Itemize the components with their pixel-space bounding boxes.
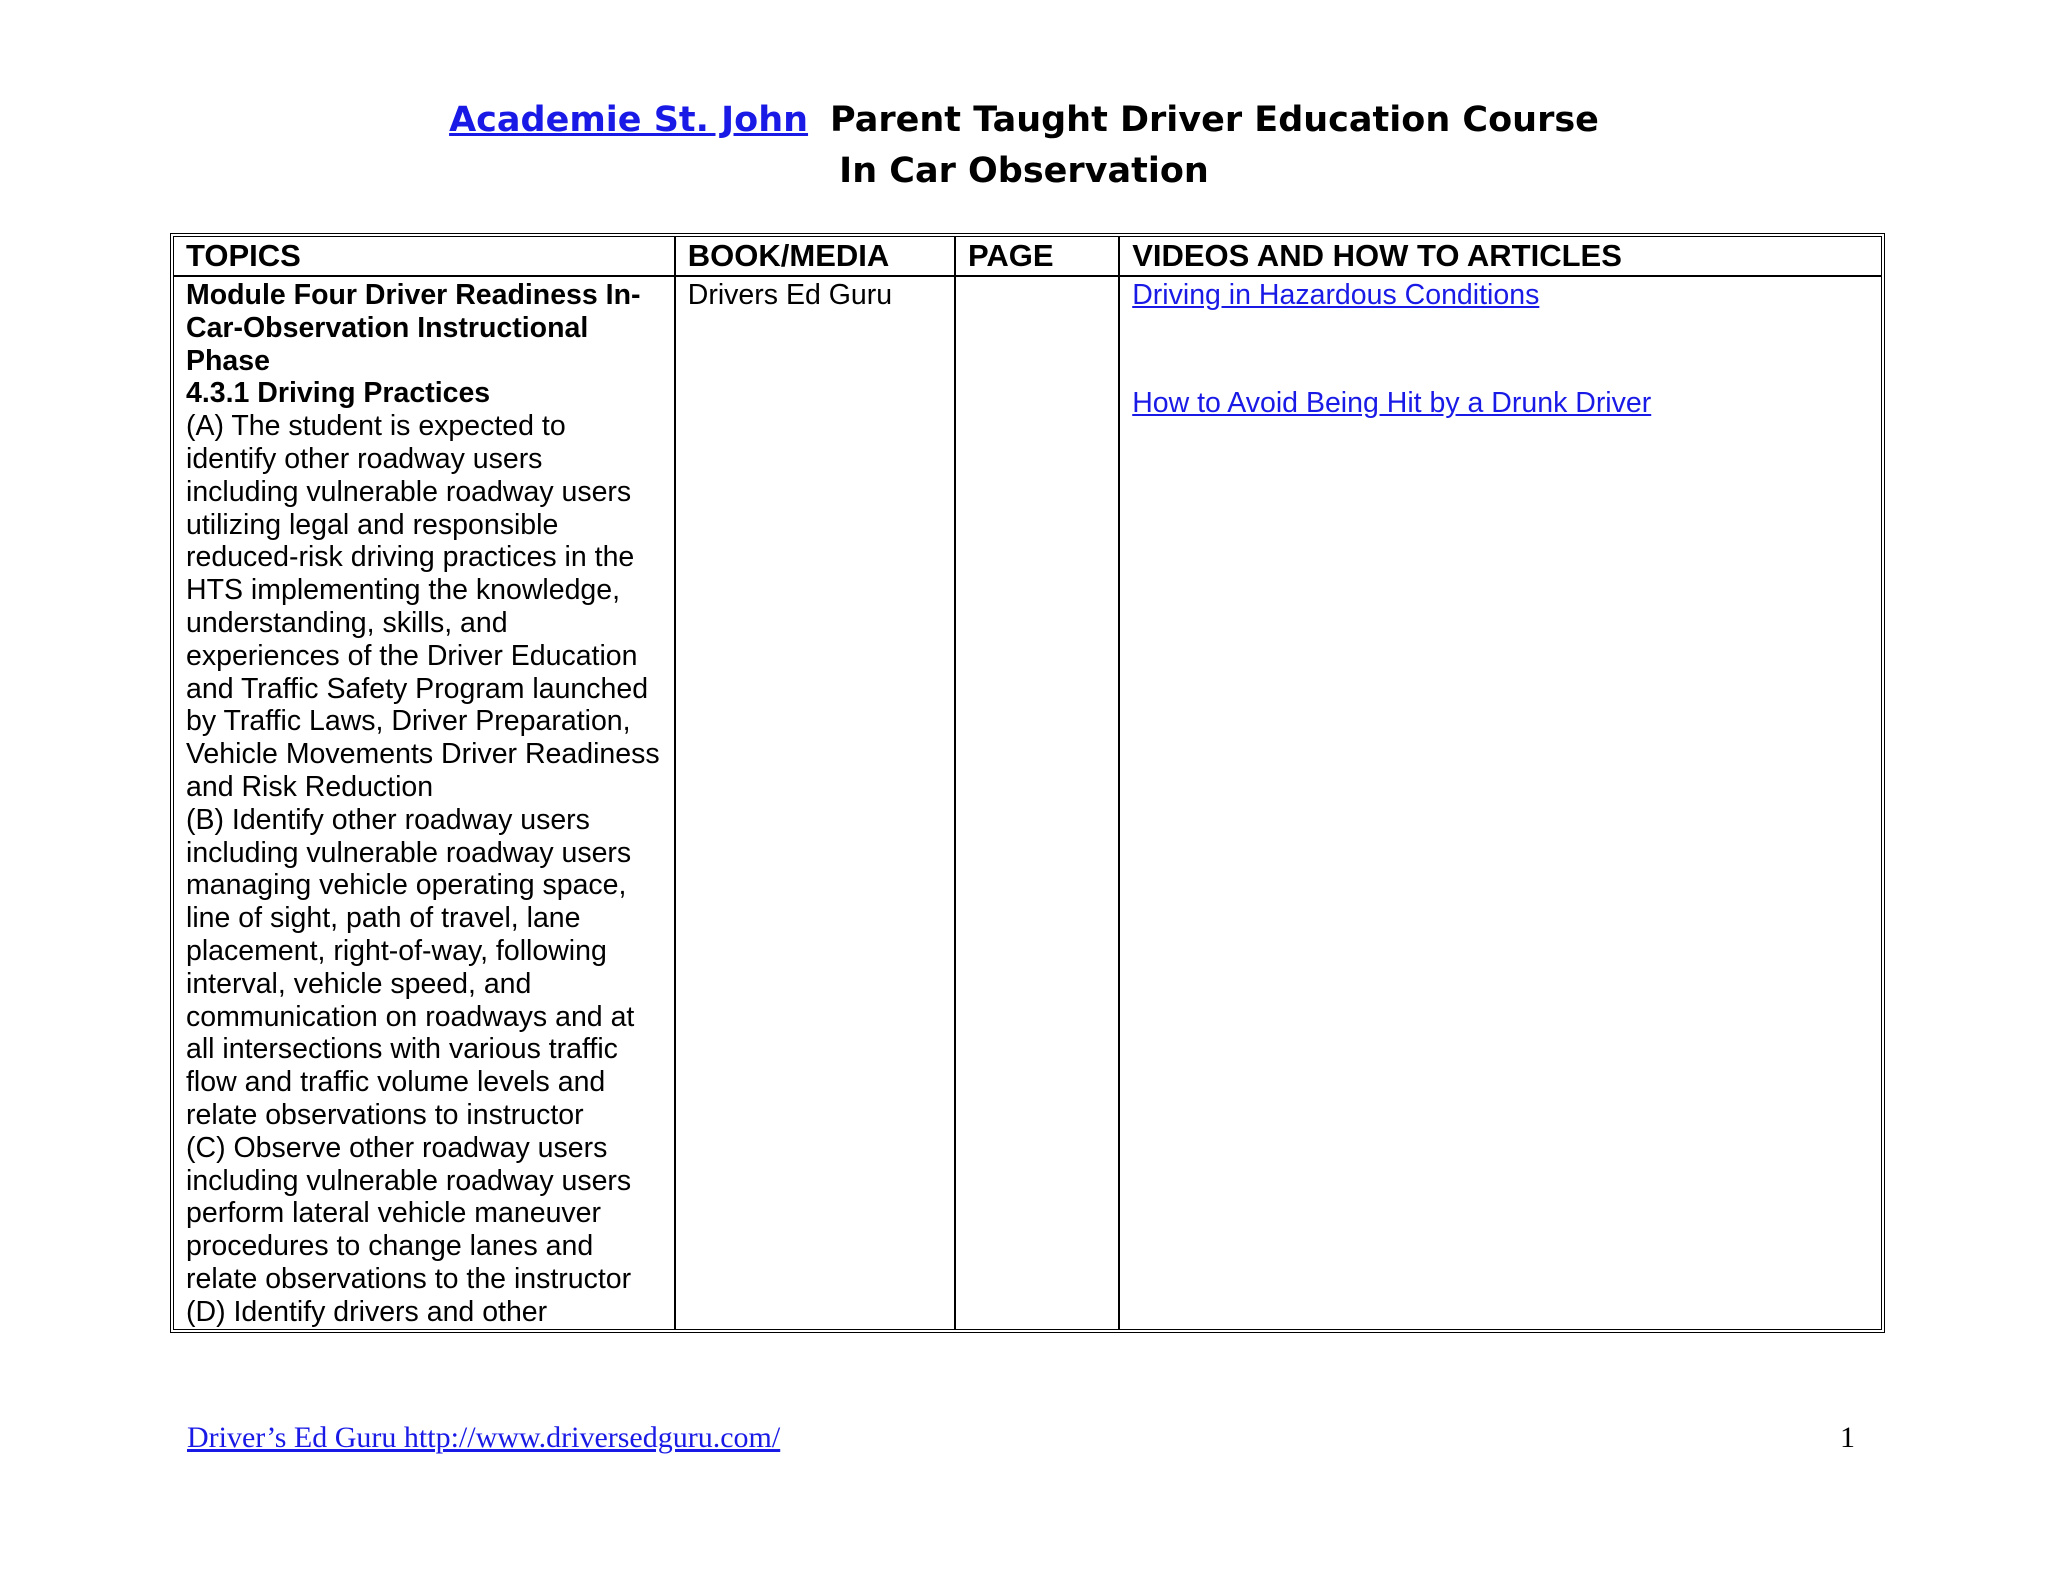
document-title	[0, 94, 2048, 146]
topics-cell	[174, 277, 676, 1329]
header-videos: VIDEOS AND HOW TO ARTICLES	[1120, 237, 1881, 277]
footer-link[interactable]: Driver’s Ed Guru http://www.driversedguru.com/	[187, 1421, 781, 1454]
topic-paragraph-d: (D) Identify drivers and other	[186, 1295, 548, 1328]
table-header-row	[174, 237, 1881, 277]
book-media-cell: Drivers Ed Guru	[676, 277, 956, 1329]
page-number: 1	[1840, 1421, 1855, 1454]
video-link-hazardous-conditions[interactable]: Driving in Hazardous Conditions	[1132, 279, 1540, 311]
course-table	[170, 233, 1885, 1333]
section-heading: 4.3.1 Driving Practices	[186, 377, 491, 410]
academie-link[interactable]: Academie St. John	[449, 100, 809, 140]
video-link-drunk-driver[interactable]: How to Avoid Being Hit by a Drunk Driver	[1132, 386, 1652, 419]
topic-paragraph-a: (A) The student is expected to identify other roadway users including vulnerable roadway users utilizing legal and responsible reduced-risk driving practices in the HTS implementing the knowledge, understanding, skills, and experiences of the Driver Education and Traffic Safety Program launched by Traffic Laws, Driver Preparation, Vehicle Movements Driver Readiness and Risk Reduction	[186, 410, 660, 803]
table-row	[174, 277, 1881, 1329]
header-page: PAGE	[956, 237, 1120, 277]
topic-paragraph-c: (C) Observe other roadway users including vulnerable roadway users perform lateral vehicle maneuver procedures to change lanes and relate observations to the instructor	[186, 1131, 632, 1295]
title-text: Parent Taught Driver Education Course	[830, 100, 1599, 140]
header-topics: TOPICS	[174, 237, 676, 277]
module-heading: Module Four Driver Readiness In-Car-Observation Instructional Phase	[186, 279, 641, 377]
topic-paragraph-b: (B) Identify other roadway users including vulnerable roadway users managing vehicle operating space, line of sight, path of travel, lane placement, right-of-way, following interval, vehicle speed, and communication on roadways and at all intersections with various traffic flow and traffic volume levels and relate observations to instructor	[186, 803, 635, 1131]
videos-cell	[1120, 277, 1881, 1329]
page-cell	[956, 277, 1120, 1329]
header-book-media: BOOK/MEDIA	[676, 237, 956, 277]
document-subtitle: In Car Observation	[839, 151, 1209, 191]
